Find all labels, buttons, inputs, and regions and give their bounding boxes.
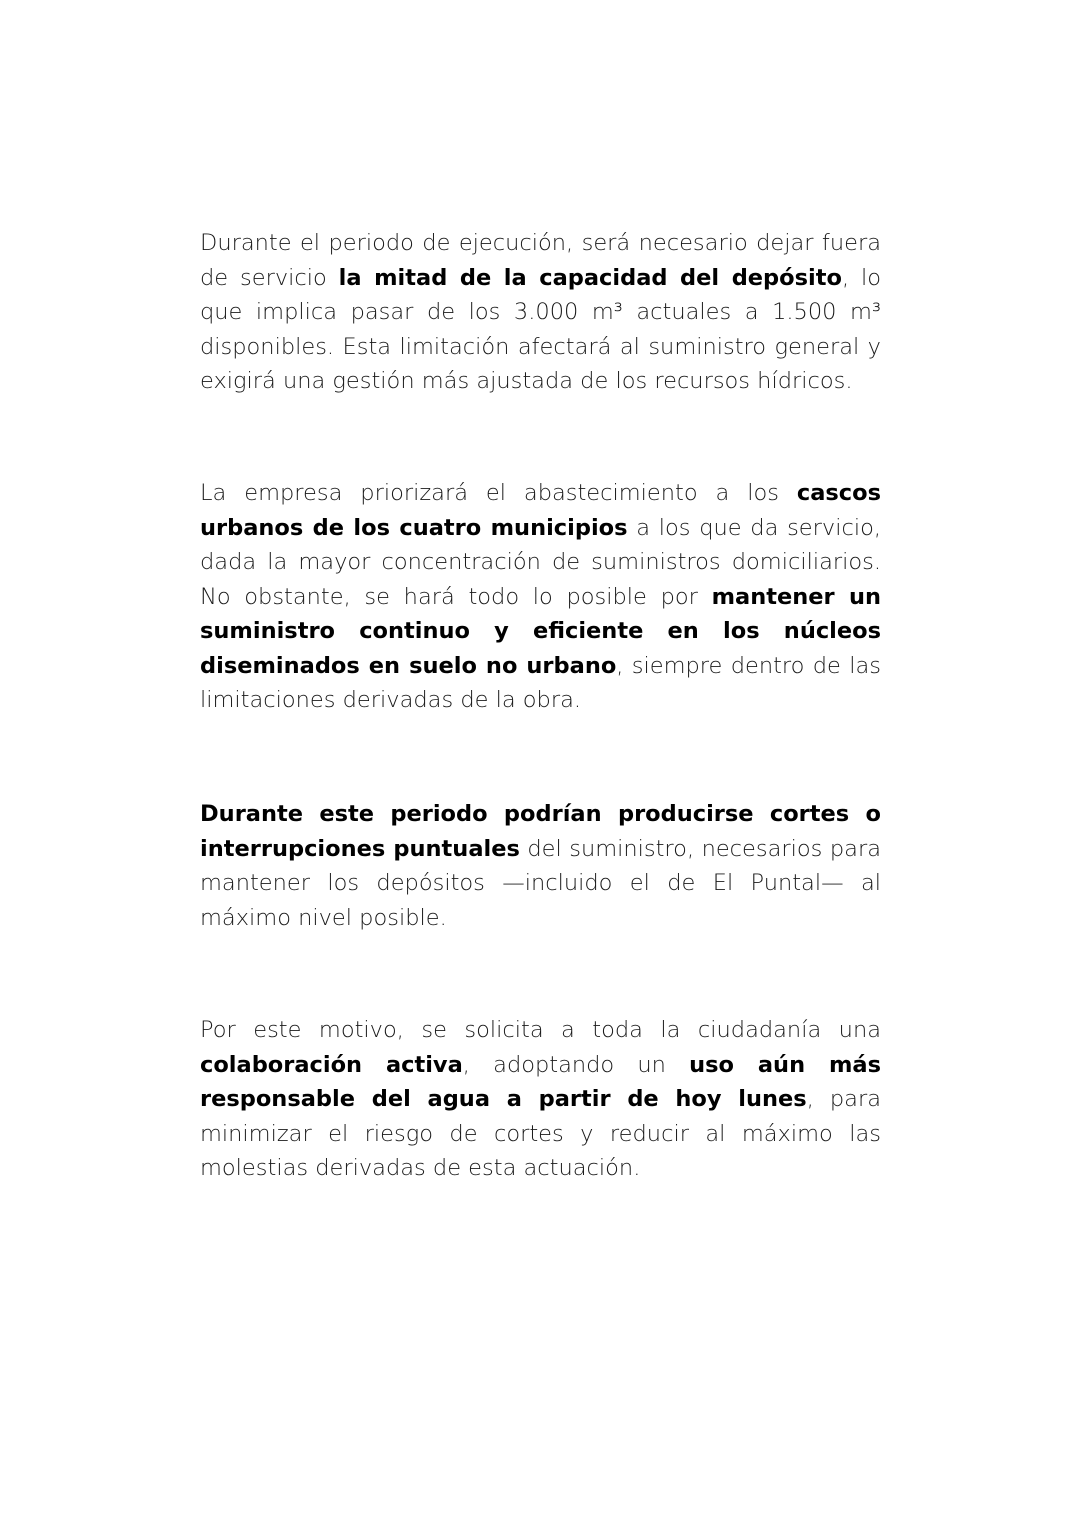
text-segment: La empresa priorizará el abastecimiento a los (200, 480, 797, 506)
paragraph-reduced-capacity (200, 226, 881, 399)
bold-segment: cascos urbanos de los cuatro municipios (200, 480, 881, 541)
text-segment: Durante el periodo de ejecución, será necesario dejar fuera de servicio (200, 230, 881, 291)
text-segment: Por este motivo, se solicita a toda la ciudadanía una (200, 1017, 881, 1043)
text-segment: , adoptando un (462, 1051, 690, 1078)
paragraph-citizen-collaboration (200, 1013, 881, 1186)
text-segment: , para minimizar el riesgo de cortes y reducir al máximo las molestias derivadas de esta actuación. (200, 1086, 881, 1181)
text-segment: , siempre dentro de las limitaciones derivadas de la obra. (200, 652, 881, 713)
paragraph-possible-interruptions (200, 797, 881, 935)
bold-segment: mantener un suministro continuo y eficiente en los núcleos diseminados en suelo no urbano (200, 583, 882, 679)
text-segment: del suministro, necesarios para mantener los depósitos —incluido el de El Puntal— al máximo nivel posible. (200, 835, 881, 931)
text-segment: a los que da servicio, dada la mayor concentración de suministros domiciliarios. No obstante, se hará todo lo posible por (200, 514, 881, 610)
bold-segment: colaboración activa (200, 1051, 463, 1078)
text-segment: , lo que implica pasar de los 3.000 m³ actuales a 1.500 m³ disponibles. Esta limitación afectará al suministro general y exigirá una gestión más ajustada de los recursos hídricos. (200, 264, 881, 394)
bold-segment: Durante este periodo podrían producirse cortes o interrupciones puntuales (200, 801, 881, 862)
bold-segment: la mitad de la capacidad del depósito (338, 264, 842, 291)
paragraph-supply-priority (200, 476, 881, 718)
bold-segment: uso aún más responsable del agua a partir de hoy lunes (200, 1051, 882, 1112)
